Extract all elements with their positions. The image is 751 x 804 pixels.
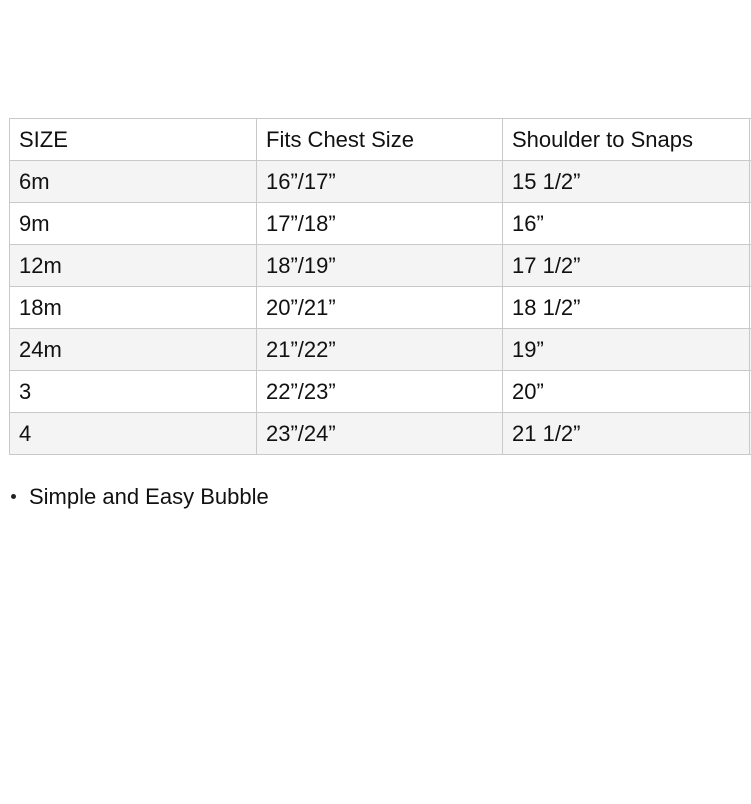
cell-shoulder: 21 1/2” — [503, 413, 750, 455]
table-row — [10, 329, 751, 371]
cell-shoulder: 19” — [503, 329, 750, 371]
note-text: Simple and Easy Bubble — [29, 484, 269, 509]
cell-size: 3 — [10, 371, 257, 413]
cell-shoulder: 20” — [503, 371, 750, 413]
cell-chest: 20”/21” — [257, 287, 503, 329]
header-chest: Fits Chest Size — [257, 119, 503, 161]
size-table — [9, 118, 751, 455]
table-row — [10, 413, 751, 455]
table-row — [10, 245, 751, 287]
header-shoulder: Shoulder to Snaps — [503, 119, 750, 161]
cell-size: 18m — [10, 287, 257, 329]
cell-shoulder: 17 1/2” — [503, 245, 750, 287]
cell-size: 24m — [10, 329, 257, 371]
cell-size: 6m — [10, 161, 257, 203]
cell-shoulder: 16” — [503, 203, 750, 245]
cell-size: 4 — [10, 413, 257, 455]
bullet-icon — [11, 494, 16, 499]
cell-size: 9m — [10, 203, 257, 245]
table-row — [10, 161, 751, 203]
header-row — [10, 119, 751, 161]
bullet-list-item — [11, 484, 269, 510]
table-row — [10, 287, 751, 329]
cell-chest: 16”/17” — [257, 161, 503, 203]
cell-size: 12m — [10, 245, 257, 287]
cell-shoulder: 15 1/2” — [503, 161, 750, 203]
cell-chest: 18”/19” — [257, 245, 503, 287]
size-chart — [9, 118, 751, 455]
table-row — [10, 371, 751, 413]
header-size: SIZE — [10, 119, 257, 161]
cell-shoulder: 18 1/2” — [503, 287, 750, 329]
cell-chest: 23”/24” — [257, 413, 503, 455]
table-row — [10, 203, 751, 245]
cell-chest: 17”/18” — [257, 203, 503, 245]
cell-chest: 21”/22” — [257, 329, 503, 371]
cell-chest: 22”/23” — [257, 371, 503, 413]
